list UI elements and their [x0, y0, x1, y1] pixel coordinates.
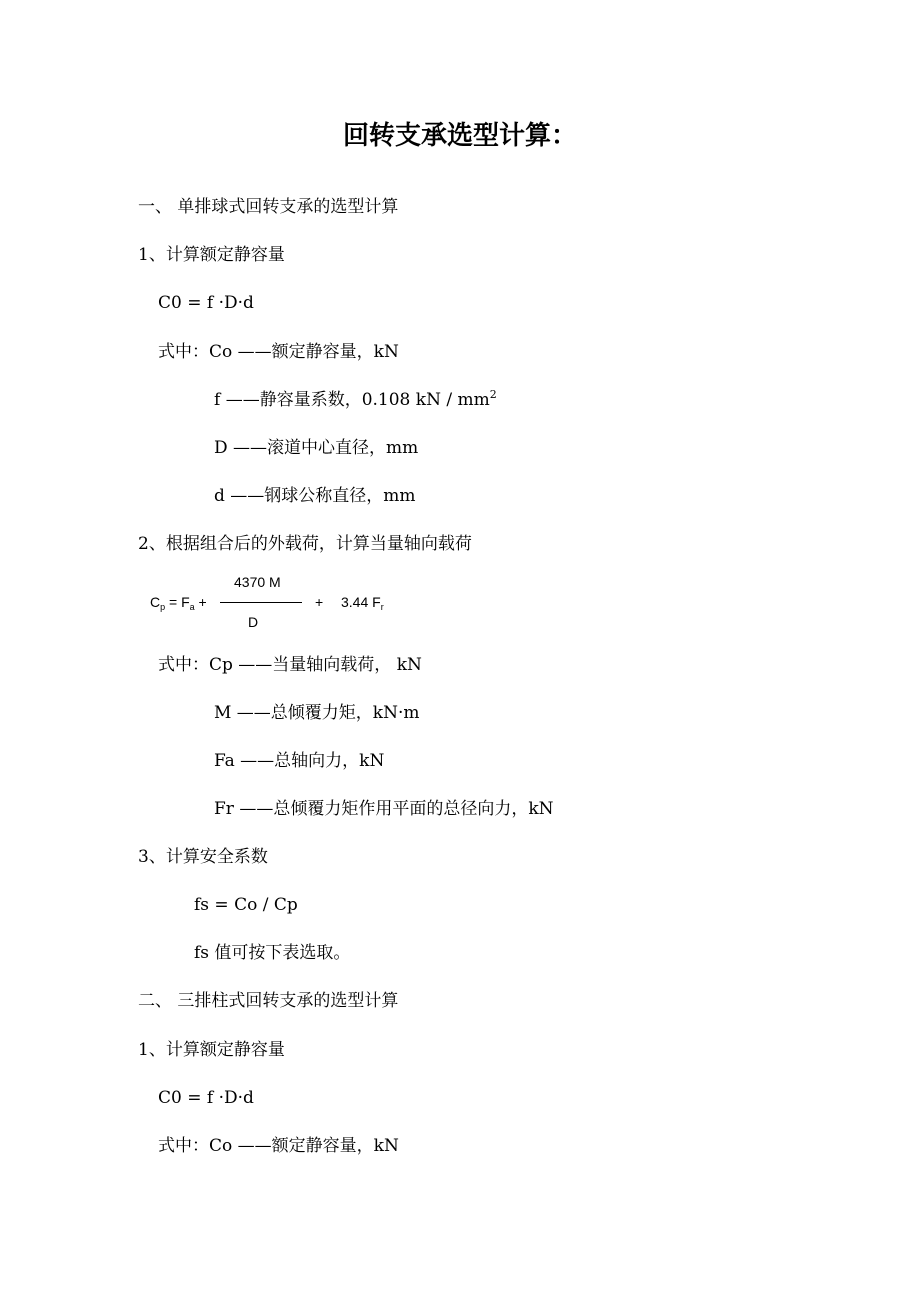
formula-numerator: 4370 M — [234, 574, 281, 590]
s2-step1-formula: C0 = f ·D·d — [158, 1088, 254, 1108]
s1-step2-M: M ——总倾覆力矩，kN·m — [214, 703, 420, 723]
s2-step1-where: 式中：Co ——额定静容量，kN — [158, 1136, 399, 1156]
s1-step2-where: 式中：Cp ——当量轴向载荷， kN — [158, 655, 422, 675]
s1-step1-d: d ——钢球公称直径，mm — [214, 486, 416, 506]
f-definition: f ——静容量系数，0.108 kN / mm — [214, 390, 490, 410]
s2-step1-heading: 1、计算额定静容量 — [138, 1040, 285, 1060]
page-title: 回转支承选型计算： — [342, 121, 577, 151]
s1-step1-D: D ——滚道中心直径，mm — [214, 438, 419, 458]
s1-step3-formula: fs = Co / Cp — [194, 895, 298, 915]
section-1-heading: 一、 单排球式回转支承的选型计算 — [138, 197, 399, 217]
fraction-bar — [220, 602, 302, 603]
s1-step1-f-line — [214, 389, 497, 411]
s1-step2-Fa: Fa ——总轴向力，kN — [214, 751, 385, 771]
formula-tail: 3.44 $F_r$ — [341, 594, 384, 612]
section-2-heading: 二、 三排柱式回转支承的选型计算 — [138, 991, 399, 1011]
formula-plus: + — [315, 594, 324, 610]
s1-step1-formula: C0 = f ·D·d — [158, 293, 254, 313]
s1-step3-note: fs 值可按下表选取。 — [194, 943, 351, 963]
s1-step2-Fr: Fr ——总倾覆力矩作用平面的总径向力，kN — [214, 799, 554, 819]
s1-step1-where: 式中：Co ——额定静容量，kN — [158, 342, 399, 362]
s1-step1-heading: 1、计算额定静容量 — [138, 245, 285, 265]
formula-lhs: $C_p = F_a$ + — [150, 594, 207, 612]
s1-step2-heading: 2、根据组合后的外载荷，计算当量轴向载荷 — [138, 534, 472, 554]
s1-step3-heading: 3、计算安全系数 — [138, 847, 268, 867]
equivalent-load-formula — [150, 572, 410, 634]
f-superscript: 2 — [489, 388, 497, 401]
formula-denominator: D — [248, 614, 259, 630]
